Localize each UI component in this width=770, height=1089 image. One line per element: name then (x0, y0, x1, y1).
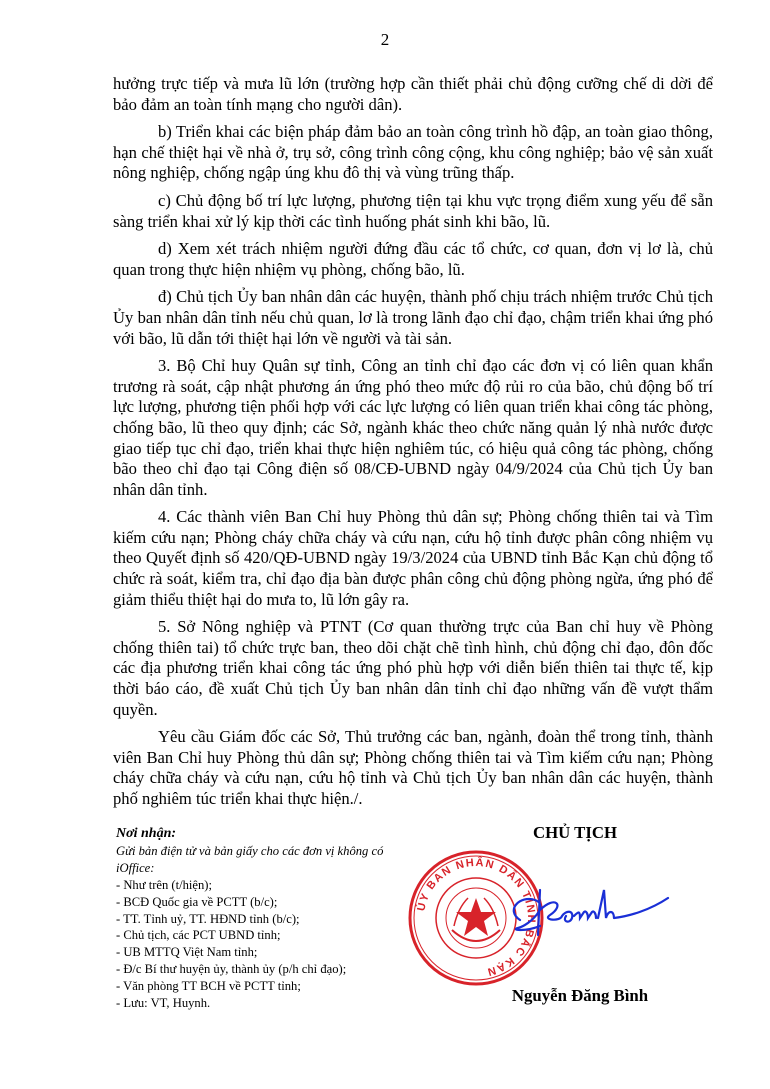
paragraph: 3. Bộ Chỉ huy Quân sự tỉnh, Công an tỉnh chỉ đạo các đơn vị có liên quan khẩn trương rà soát, cập nhật phương án ứng phó theo mức độ rủi ro của bão, chủ động bố trí lực lượng, phương tiện phối hợp với các lực lượng có liên quan triển khai công tác phòng, chống bão, lũ theo quy định; các Sở, ngành khác theo chức năng quản lý nhà nước được giao tiếp tục chỉ đạo, triển khai thực hiện nghiêm túc, có hiệu quả công tác phòng, chống bão theo chỉ đạo tại Công điện số 08/CĐ-UBND ngày 04/9/2024 của Chủ tịch Ủy ban nhân dân tỉnh. (113, 356, 713, 499)
recipients-title: Nơi nhận: (116, 826, 177, 841)
paragraph: 5. Sở Nông nghiệp và PTNT (Cơ quan thường trực của Ban chỉ huy về Phòng chống thiên tai) tổ chức trực ban, theo dõi chặt chẽ tình hình, chủ động chỉ đạo, đôn đốc các địa phương triển khai công tác ứng phó phù hợp với diễn biến thiên tai thực tế, kịp thời báo cáo, đề xuất Chủ tịch Ủy ban nhân dân tỉnh chỉ đạo những vấn đề vượt thẩm quyền. (113, 617, 713, 719)
signature-icon (500, 880, 670, 950)
paragraph: 4. Các thành viên Ban Chỉ huy Phòng thủ dân sự; Phòng chống thiên tai và Tìm kiếm cứu nạn; Phòng cháy chữa cháy và cứu nạn, cứu hộ tỉnh được phân công nhiệm vụ theo Quyết định số 420/QĐ-UBND ngày 19/3/2024 của UBND tỉnh Bắc Kạn chủ động tổ chức rà soát, kiểm tra, chỉ đạo địa bàn được phân công chủ động phòng ngừa, ứng phó để giảm thiểu thiệt hại do mưa to, lũ lớn gây ra. (113, 507, 713, 609)
recipient-item: - Như trên (t/hiện); (116, 877, 213, 892)
recipients-note: Gửi bản điện tử và bản giấy cho các đơn vị không có iOffice: (116, 843, 384, 875)
recipient-item: - UB MTTQ Việt Nam tỉnh; (116, 945, 258, 960)
document-body (113, 74, 713, 817)
recipients-block (116, 826, 416, 1012)
recipient-item: - Đ/c Bí thư huyện ủy, thành ủy (p/h chỉ đạo); (116, 962, 347, 977)
signer-name: Nguyễn Đăng Bình (511, 986, 649, 1005)
page-number: 2 (380, 30, 390, 49)
paragraph: b) Triển khai các biện pháp đảm bảo an toàn công trình hồ đập, an toàn giao thông, hạn chế thiệt hại về nhà ở, trụ sở, công trình công cộng, khu công nghiệp; bảo vệ sản xuất nông nghiệp, chống ngập úng khu đô thị và vùng trũng thấp. (113, 122, 713, 183)
recipient-item: - Lưu: VT, Huynh. (116, 996, 211, 1011)
recipients-list (116, 877, 416, 1012)
paragraph: Yêu cầu Giám đốc các Sở, Thủ trưởng các ban, ngành, đoàn thể trong tỉnh, thành viên Ban Chỉ huy Phòng thủ dân sự; Phòng chống thiên tai và Tìm kiếm cứu nạn; Phòng cháy chữa cháy và cứu nạn, cứu hộ tỉnh và Chủ tịch Ủy ban nhân dân các huyện, thành phố nghiêm túc triển khai thực hiện./. (113, 727, 713, 808)
paragraph: d) Xem xét trách nhiệm người đứng đầu các tổ chức, cơ quan, đơn vị lơ là, chủ quan trong thực hiện nhiệm vụ phòng, chống bão, lũ. (113, 239, 713, 279)
recipient-item: - TT. Tỉnh uỷ, TT. HĐND tỉnh (b/c); (116, 911, 300, 926)
signer-title: CHỦ TỊCH (532, 823, 618, 842)
paragraph: đ) Chủ tịch Ủy ban nhân dân các huyện, thành phố chịu trách nhiệm trước Chủ tịch Ủy ban nhân dân tỉnh nếu chủ quan, lơ là trong lãnh đạo chỉ đạo, chậm triển khai ứng phó với bão, lũ dẫn tới thiệt hại lớn về người và tài sản. (113, 287, 713, 348)
recipient-item: - Văn phòng TT BCH về PCTT tỉnh; (116, 979, 301, 994)
recipient-item: - Chủ tịch, các PCT UBND tỉnh; (116, 928, 281, 943)
paragraph: hưởng trực tiếp và mưa lũ lớn (trường hợp cần thiết phải chủ động cưỡng chế di dời để bảo đảm an toàn tính mạng cho người dân). (113, 74, 713, 114)
paragraph: c) Chủ động bố trí lực lượng, phương tiện tại khu vực trọng điểm xung yếu để sẵn sàng triển khai xử lý kịp thời các tình huống phát sinh khi bão, lũ. (113, 190, 713, 231)
svg-text:ỦY BAN NHÂN DÂN TỈNH BẮC KẠN: ỦY BAN NHÂN DÂN TỈNH BẮC KẠN (415, 856, 538, 978)
recipient-item: - BCĐ Quốc gia về PCTT (b/c); (116, 894, 278, 909)
